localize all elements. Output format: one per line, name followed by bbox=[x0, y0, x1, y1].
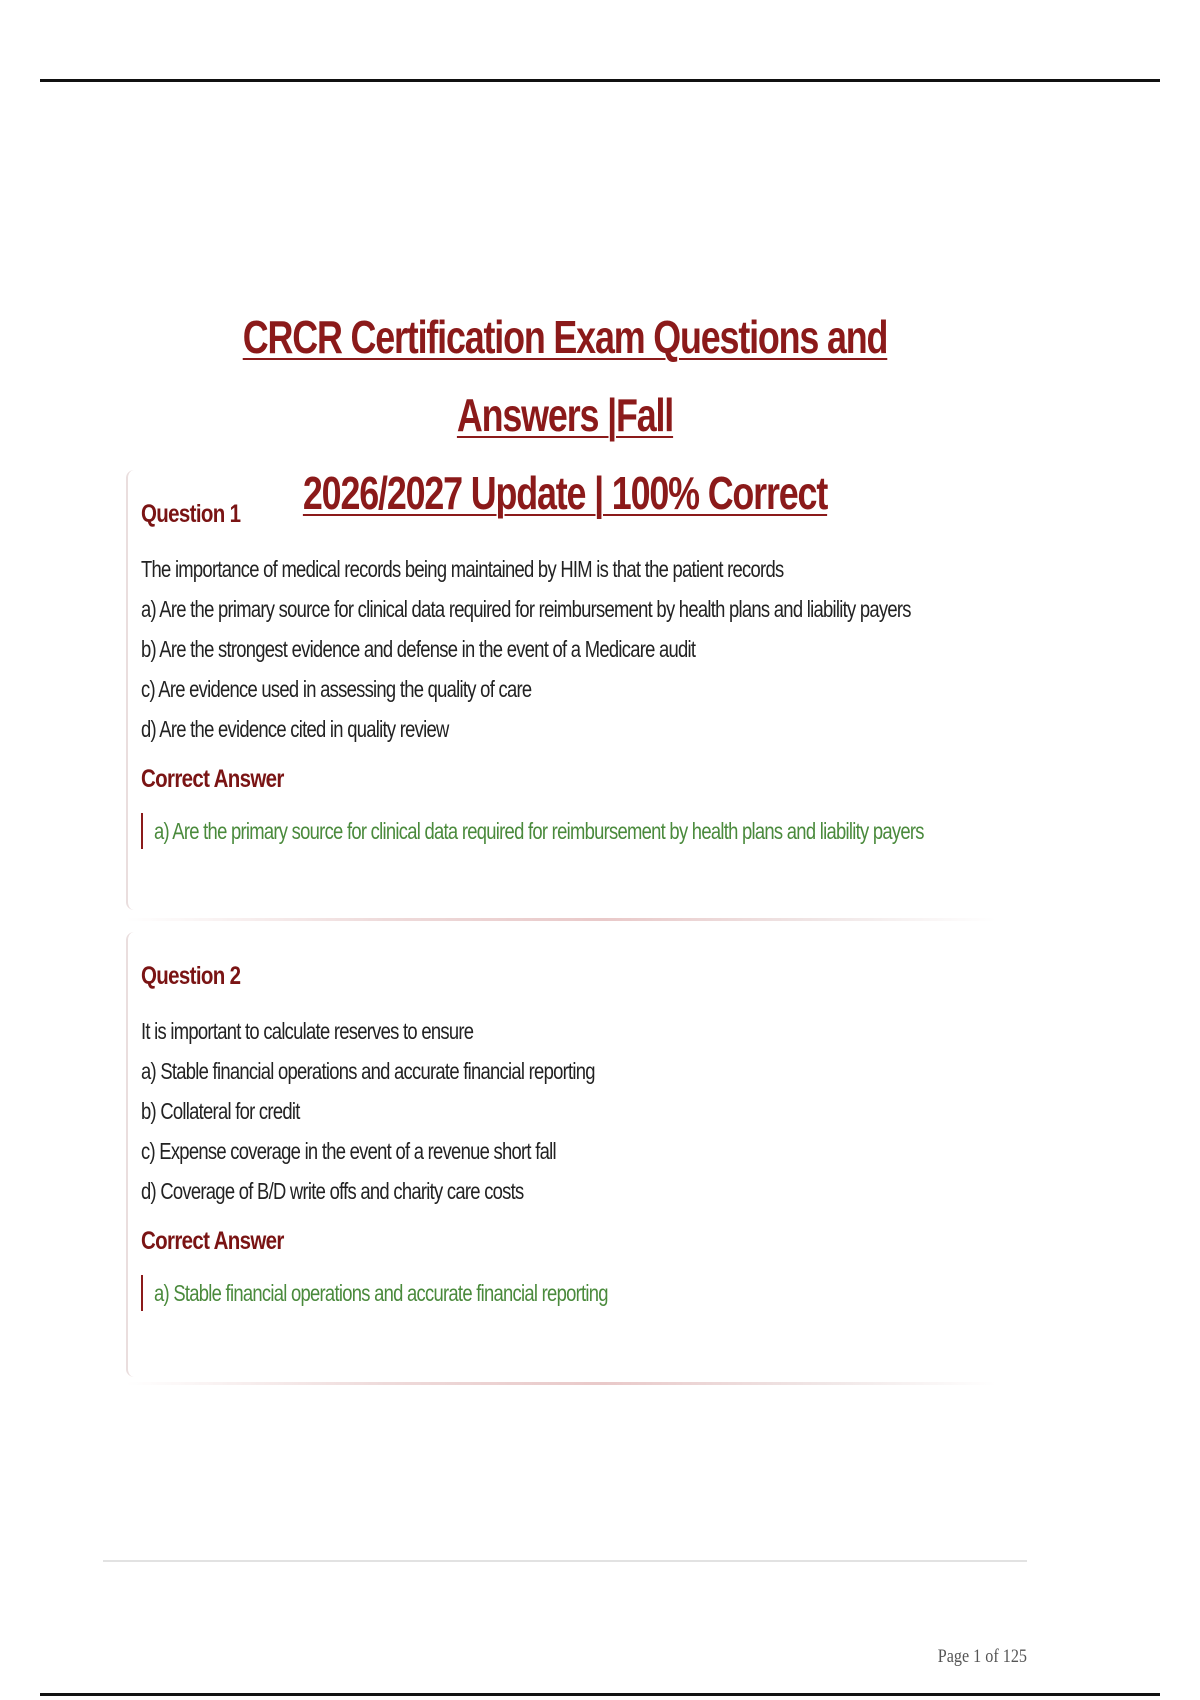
correct-answer bbox=[141, 1273, 1001, 1313]
document-title-line-1: CRCR Certification Exam Questions and Answers |Fall bbox=[242, 311, 888, 441]
correct-answer-heading: Correct Answer bbox=[141, 765, 284, 793]
answer-accent-bar bbox=[141, 1275, 143, 1311]
question-heading: Question 2 bbox=[141, 962, 241, 990]
correct-answer bbox=[141, 811, 1001, 851]
answer-option-c: c) Expense coverage in the event of a revenue short fall bbox=[141, 1138, 556, 1164]
question-divider bbox=[126, 918, 996, 921]
answer-option-c: c) Are evidence used in assessing the quality of care bbox=[141, 676, 532, 702]
correct-answer-text: a) Stable financial operations and accurate financial reporting bbox=[154, 1280, 608, 1306]
answer-accent-bar bbox=[141, 813, 143, 849]
bottom-border-rule bbox=[40, 1693, 1160, 1696]
question-stem: The importance of medical records being maintained by HIM is that the patient records bbox=[141, 556, 784, 582]
answer-option-a: a) Stable financial operations and accurate financial reporting bbox=[141, 1058, 595, 1084]
answer-option-b: b) Are the strongest evidence and defense in the event of a Medicare audit bbox=[141, 636, 696, 662]
question-block-1 bbox=[141, 500, 1001, 851]
correct-answer-text: a) Are the primary source for clinical data required for reimbursement by health plans and liability payers bbox=[154, 818, 924, 844]
answer-option-d: d) Coverage of B/D write offs and charity care costs bbox=[141, 1178, 524, 1204]
top-border-rule bbox=[40, 79, 1160, 82]
answer-option-a: a) Are the primary source for clinical data required for reimbursement by health plans and liability payers bbox=[141, 596, 911, 622]
question-divider bbox=[126, 1382, 996, 1385]
answer-option-d: d) Are the evidence cited in quality review bbox=[141, 716, 449, 742]
correct-answer-heading: Correct Answer bbox=[141, 1227, 284, 1255]
document-title-line-2: 2026/2027 Update | 100% Correct bbox=[302, 467, 828, 519]
footer-rule bbox=[103, 1560, 1027, 1562]
answer-option-b: b) Collateral for credit bbox=[141, 1098, 300, 1124]
question-stem: It is important to calculate reserves to ensure bbox=[141, 1018, 474, 1044]
question-block-2 bbox=[141, 962, 1001, 1313]
page-number: Page 1 of 125 bbox=[937, 1646, 1027, 1667]
question-heading: Question 1 bbox=[141, 500, 241, 528]
